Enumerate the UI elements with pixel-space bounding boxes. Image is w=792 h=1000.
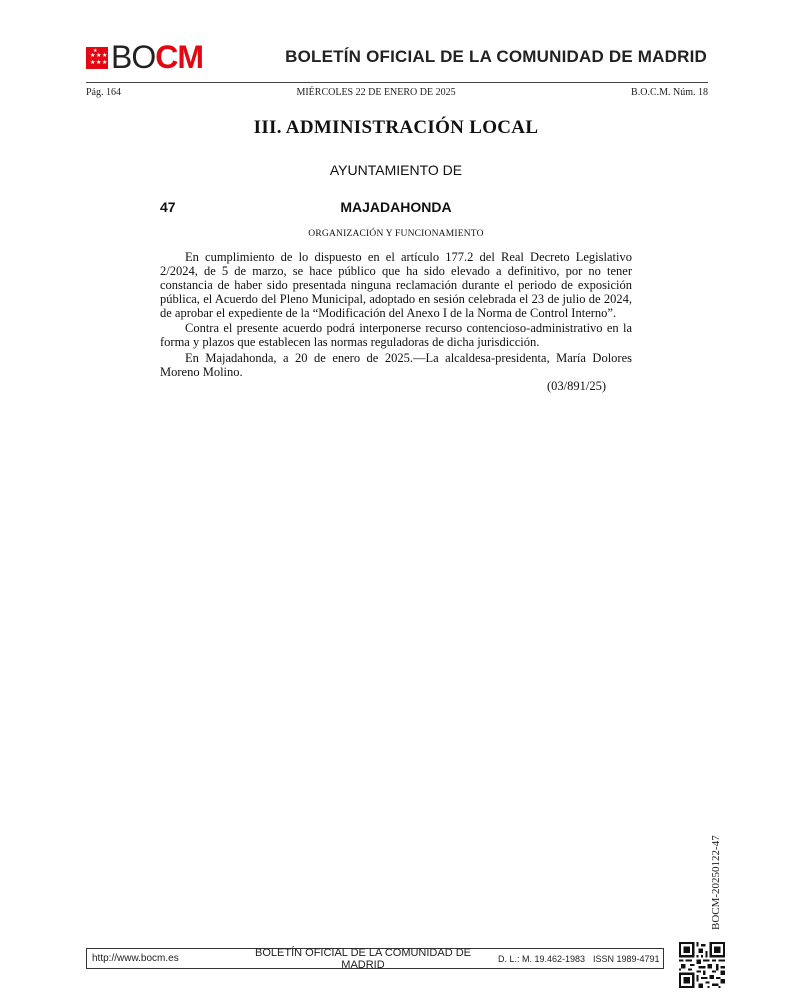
bocm-logo	[86, 39, 203, 75]
footer-url-link[interactable]: http://www.bocm.es	[92, 953, 179, 964]
paragraph: Contra el presente acuerdo podrá interponerse recurso contencioso-administrativo en la forma y plazos que establecen las normas reguladoras de dicha jurisdicción.	[160, 321, 632, 349]
madrid-flag-icon: ★ ★ ★ ★ ★ ★ ★	[86, 47, 108, 69]
document-code: BOCM-20250122-47	[710, 835, 722, 930]
legal-deposit: D. L.: M. 19.462-1983	[498, 953, 586, 964]
issue-number: B.O.C.M. Núm. 18	[631, 87, 708, 98]
footer-title: BOLETÍN OFICIAL DE LA COMUNIDAD DE MADRID	[255, 946, 471, 971]
issue-date: MIÉRCOLES 22 DE ENERO DE 2025	[296, 87, 456, 98]
header-meta	[86, 87, 708, 98]
subject-title: ORGANIZACIÓN Y FUNCIONAMIENTO	[308, 229, 484, 239]
page-number: Pág. 164	[86, 87, 121, 98]
issn: ISSN 1989-4791	[593, 953, 660, 964]
paragraph: En cumplimiento de lo dispuesto en el artículo 177.2 del Real Decreto Legislativo 2/2024, de 5 de marzo, se hace público que ha sido elevado a definitivo, por no tener constancia de haber sido presentada ninguna reclamación durante el periodo de exposición pública, el Acuerdo del Pleno Municipal, adoptado en sesión celebrada el 23 de julio de 2024, de aprobar el expediente de la “Modificación del Anexo I de la Norma de Control Interno”.	[160, 250, 632, 320]
qr-code-icon	[679, 942, 725, 988]
footer	[86, 948, 664, 969]
paragraph: En Majadahonda, a 20 de enero de 2025.—La alcaldesa-presidenta, María Dolores Moreno Molino.	[160, 351, 632, 379]
announcement-number: 47	[160, 199, 176, 215]
header-rule	[86, 82, 708, 83]
municipality-name: MAJADAHONDA	[340, 199, 452, 215]
masthead-title: BOLETÍN OFICIAL DE LA COMUNIDAD DE MADRID	[285, 47, 707, 66]
entity-title: AYUNTAMIENTO DE	[329, 162, 463, 178]
section-title: III. ADMINISTRACIÓN LOCAL	[253, 117, 539, 138]
reference-code: (03/891/25)	[546, 379, 606, 393]
logo-wordmark: BOCM	[111, 39, 203, 75]
announcement-body	[160, 250, 632, 380]
